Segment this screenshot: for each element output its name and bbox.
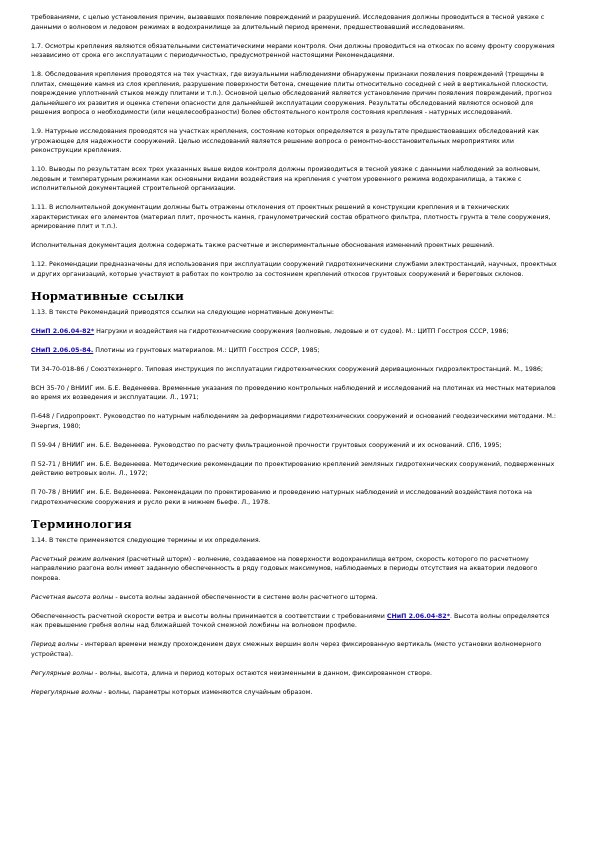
- term-note: [31, 612, 561, 631]
- term-definition: [31, 669, 561, 679]
- term-name: Расчетный режим волнения: [31, 555, 125, 563]
- term-definition: [31, 688, 561, 698]
- paragraph-1-11: 1.11. В исполнительной документации должны быть отражены отклонения от проектных решений в конструкции крепления и в технических характеристиках его элементов (материал плит, прочность камня, гранулометрический состав обратного фильтра, плотность грунта в теле сооружения, армирование плит и т.п.).: [31, 204, 551, 230]
- term-text: - высота волны заданной обеспеченности в системе волн расчетного шторма.: [113, 593, 378, 601]
- reference-item: ТИ 34-70-018-86 / Союзтехэнерго. Типовая инструкция по эксплуатации гидротехнических сооружений деривационных гидроэлектростанций. М., 1986;: [31, 365, 544, 373]
- reference-item: ВСН 35-70 / ВНИИГ им. Б.Е. Веденеева. Временные указания по проведению контрольных наблюдений и исследований на плотинах из местных материалов во время их возведения и эксплуатации. Л., 1971;: [31, 384, 556, 401]
- reference-text: Плотины из грунтовых материалов. М.: ЦИТП Госстроя СССР, 1985;: [93, 346, 320, 354]
- document-body: [31, 13, 561, 697]
- section-heading-terminology: Терминология: [31, 516, 132, 531]
- paragraph-1-10: 1.10. Выводы по результатам всех трех указанных выше видов контроля должны производиться в тесной увязке с данными наблюдений за волновым, ледовым и температурным режимами как основными видами воздействия на крепления с учетом уровенного режима водохранилища, а также с исполнительной документацией строительной организации.: [31, 166, 541, 192]
- reference-text: Нагрузки и воздействия на гидротехнические сооружения (волновые, ледовые и от судов). М.: ЦИТП Госстроя СССР, 1986;: [94, 327, 509, 335]
- paragraph-1-8: 1.8. Обследования крепления проводятся на тех участках, где визуальными наблюдениями обнаружены признаки появления повреждений (трещины в плитах, смещение камня из слоя крепления, разрушение поверхности бетона, смещение плиты относительно соседней с ней в вертикальной плоскости, повреждение уплотнений стыков между плитами и т.п.). Основной целью обследований является установление причин появления повреждений, прогноз дальнейшего их развития и оценка степени опасности для дальнейшей эксплуатации сооружения. Результаты обследований являются основой для решения вопроса о необходимости (или нецелесообразности) более обстоятельного контроля состояния крепления - натурных исследований.: [31, 71, 552, 116]
- reference-item: [31, 346, 561, 356]
- reference-item: П-648 / Гидропроект. Руководство по натурным наблюдениям за деформациями гидротехнических сооружений и оснований геодезическими методами. М.: Энергия, 1980;: [31, 413, 557, 430]
- term-text: - интервал времени между прохождением двух смежных вершин волн через фиксированную вертикаль (место установки волномерного устройства).: [31, 641, 542, 658]
- term-text: - волны, высота, длина и период которых остаются неизменными в данном, фиксированном створе.: [93, 669, 432, 677]
- term-definition: [31, 593, 561, 603]
- term-text: . Высота волны определяется как превышение гребня волны над ближайшей точкой смежной ложбины на волновом профиле.: [31, 612, 550, 629]
- paragraph-1-7: 1.7. Осмотры крепления являются обязательными систематическими мерами контроля. Они должны проводиться на откосах по всему фронту сооружения независимо от срока его эксплуатации с периодичностью, предусмотренной настоящими Рекомендациями.: [31, 42, 555, 59]
- term-name: Нерегулярные волны: [31, 688, 102, 696]
- paragraph-1-12: 1.12. Рекомендации предназначены для использования при эксплуатации сооружений гидротехническими службами электростанций, научных, проектных и других организаций, которые участвуют в работах по контролю за состоянием креплений откосов грунтовых сооружений и береговых склонов.: [31, 261, 557, 278]
- term-definition: [31, 640, 561, 659]
- section-heading-references: Нормативные ссылки: [31, 288, 185, 303]
- reference-link-snip-2-06-05-84[interactable]: СНиП 2.06.05-84.: [31, 346, 94, 354]
- term-definition: [31, 555, 561, 584]
- paragraph-1-14: 1.14. В тексте применяются следующие термины и их определения.: [31, 536, 261, 544]
- term-name: Регулярные волны: [31, 669, 94, 677]
- paragraph-1-13: 1.13. В тексте Рекомендаций приводятся ссылки на следующие нормативные документы:: [31, 308, 334, 316]
- term-name: Расчетная высота волны: [31, 593, 114, 601]
- term-text: Обеспеченность расчетной скорости ветра и высоты волны принимается в соответствии с требованиями: [31, 612, 387, 620]
- reference-item: П 52-71 / ВНИИГ им. Б.Е. Веденеева. Методические рекомендации по проектированию креплений земляных гидротехнических сооружений, подверженных действию ветровых волн. Л., 1972;: [31, 460, 555, 477]
- paragraph-continued: требованиями, с целью установления причин, вызвавших появление повреждений и разрушений. Исследования должны проводиться в тесной увязке с данными о волновом и ледовом режимах в водохранилище за длительный период времени, предшествовавший исследованиям.: [31, 14, 545, 31]
- reference-link-snip-2-06-04-82[interactable]: СНиП 2.06.04-82*: [31, 327, 95, 335]
- reference-item: [31, 327, 561, 337]
- term-text: (расчетный шторм) - волнение, создаваемое на поверхности водохранилища ветром, скорость которого по расчетному направлению разгона волн имеет заданную обеспеченность в ряду годовых максимумов, наблюдаемых в периоды отсутствия на акватории ледового покрова.: [31, 555, 538, 582]
- reference-item: П 59-94 / ВНИИГ им. Б.Е. Веденеева. Руководство по расчету фильтрационной прочности грунтовых сооружений и их оснований. СПб, 1995;: [31, 441, 502, 449]
- reference-item: П 70-78 / ВНИИГ им. Б.Е. Веденеева. Рекомендации по проектированию и проведению натурных наблюдений и исследований воздействия потока на гидротехнические сооружения и русло реки в нижнем бьефе. Л., 1978.: [31, 489, 533, 506]
- paragraph-1-11-note: Исполнительная документация должна содержать также расчетные и экспериментальные обоснования изменений проектных решений.: [31, 242, 495, 249]
- paragraph-1-9: 1.9. Натурные исследования проводятся на участках крепления, состояние которых определяется в результате предшествовавших обследований как угрожающее для надежности сооружений. Целью исследований является решение вопроса о ремонтно-восстановительных мероприятиях или реконструкции крепления.: [31, 128, 540, 154]
- term-name: Период волны: [31, 641, 79, 648]
- term-text: - волны, параметры которых изменяются случайным образом.: [101, 688, 313, 696]
- reference-link-snip-2-06-04-82[interactable]: СНиП 2.06.04-82*: [386, 612, 450, 620]
